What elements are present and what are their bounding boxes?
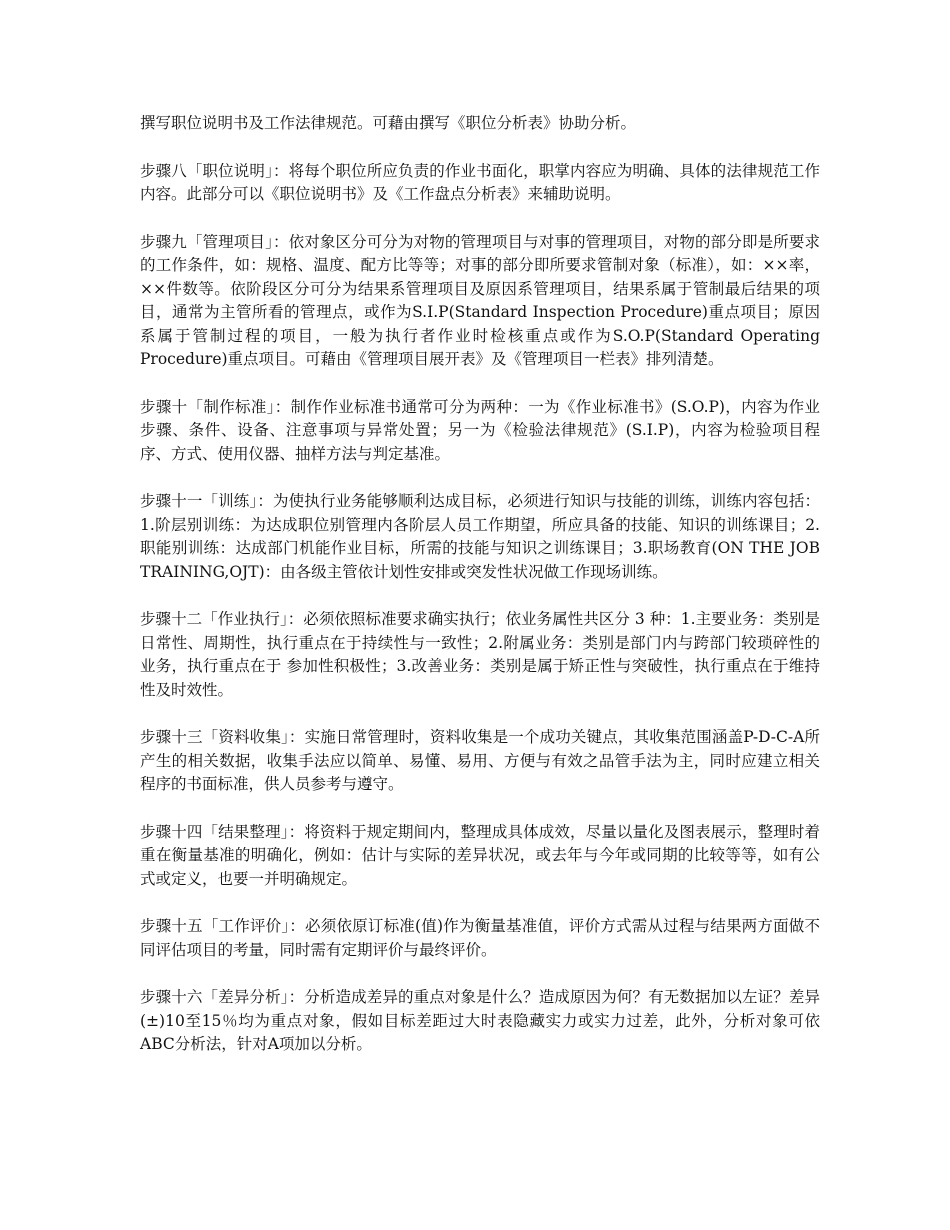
paragraph-step-15: 步骤十五「工作评价」：必须依原订标准(值)作为衡量基准值，评价方式需从过程与结果两方面做不同评估项目的考量，同时需有定期评价与最终评价。 [140, 917, 820, 959]
paragraph-step-9: 步骤九「管理项目」：依对象区分可分为对物的管理项目与对事的管理项目，对物的部分即是所要求的工作条件，如：规格、温度、配方比等等；对事的部分即所要求管制对象（标准），如：××率，××件数等。依阶段区分可分为结果系管理项目及原因系管理项目，结果系属于管制最后结果的项目，通常为主管所看的管理点，或作为S.I.P(Standard Inspection Procedure)重点项目；原因系属于管制过程的项目，一般为执行者作业时检核重点或作为S.O.P(Standard Operating Procedure)重点项目。可藉由《管理项目展开表》及《管理项目一栏表》排列清楚。 [140, 232, 820, 368]
document-body [140, 112, 820, 1081]
paragraph-step-12: 步骤十二「作业执行」：必须依照标准要求确实执行；依业务属性共区分 3 种：1.主要业务：类别是日常性、周期性，执行重点在于持续性与一致性；2.附属业务：类别是部门内与跨部门较琐碎性的业务，执行重点在于 参加性积极性；3.改善业务：类别是属于矫正性与突破性，执行重点在于维持性及时效性。 [140, 610, 820, 699]
paragraph-intro: 撰写职位说明书及工作法律规范。可藉由撰写《职位分析表》协助分析。 [140, 114, 637, 132]
paragraph-step-16: 步骤十六「差异分析」：分析造成差异的重点对象是什么？造成原因为何？有无数据加以左证？差异(±)10至15％均为重点对象，假如目标差距过大时表隐藏实力或实力过差，此外，分析对象可依ABC分析法，针对A项加以分析。 [140, 988, 820, 1053]
paragraph-step-13: 步骤十三「资料收集」：实施日常管理时，资料收集是一个成功关键点，其收集范围涵盖P-D-C-A所产生的相关数据，收集手法应以简单、易懂、易用、方便与有效之品管手法为主，同时应建立相关程序的书面标准，供人员参考与遵守。 [140, 728, 820, 793]
paragraph-step-10: 步骤十「制作标准」：制作作业标准书通常可分为两种：一为《作业标准书》(S.O.P)，内容为作业步骤、条件、设备、注意事项与异常处置；另一为《检验法律规范》(S.I.P)，内容为检验项目程序、方式、使用仪器、抽样方法与判定基准。 [140, 397, 820, 463]
paragraph-step-14: 步骤十四「结果整理」：将资料于规定期间内，整理成具体成效，尽量以量化及图表展示，整理时着重在衡量基准的明确化，例如：估计与实际的差异状况，或去年与今年或同期的比较等等，如有公式或定义，也要一并明确规定。 [140, 822, 820, 888]
paragraph-step-8: 步骤八「职位说明」：将每个职位所应负责的作业书面化，职掌内容应为明确、具体的法律规范工作内容。此部分可以《职位说明书》及《工作盘点分析表》来辅助说明。 [140, 161, 820, 203]
paragraph-step-11: 步骤十一「训练」：为使执行业务能够顺利达成目标，必须进行知识与技能的训练，训练内容包括：1.阶层别训练：为达成职位别管理内各阶层人员工作期望，所应具备的技能、知识的训练课目；2.职能别训练：达成部门机能作业目标，所需的技能与知识之训练课目；3.职场教育(ON THE JOB TRAINING,OJT)：由各级主管依计划性安排或突发性状况做工作现场训练。 [140, 492, 820, 581]
